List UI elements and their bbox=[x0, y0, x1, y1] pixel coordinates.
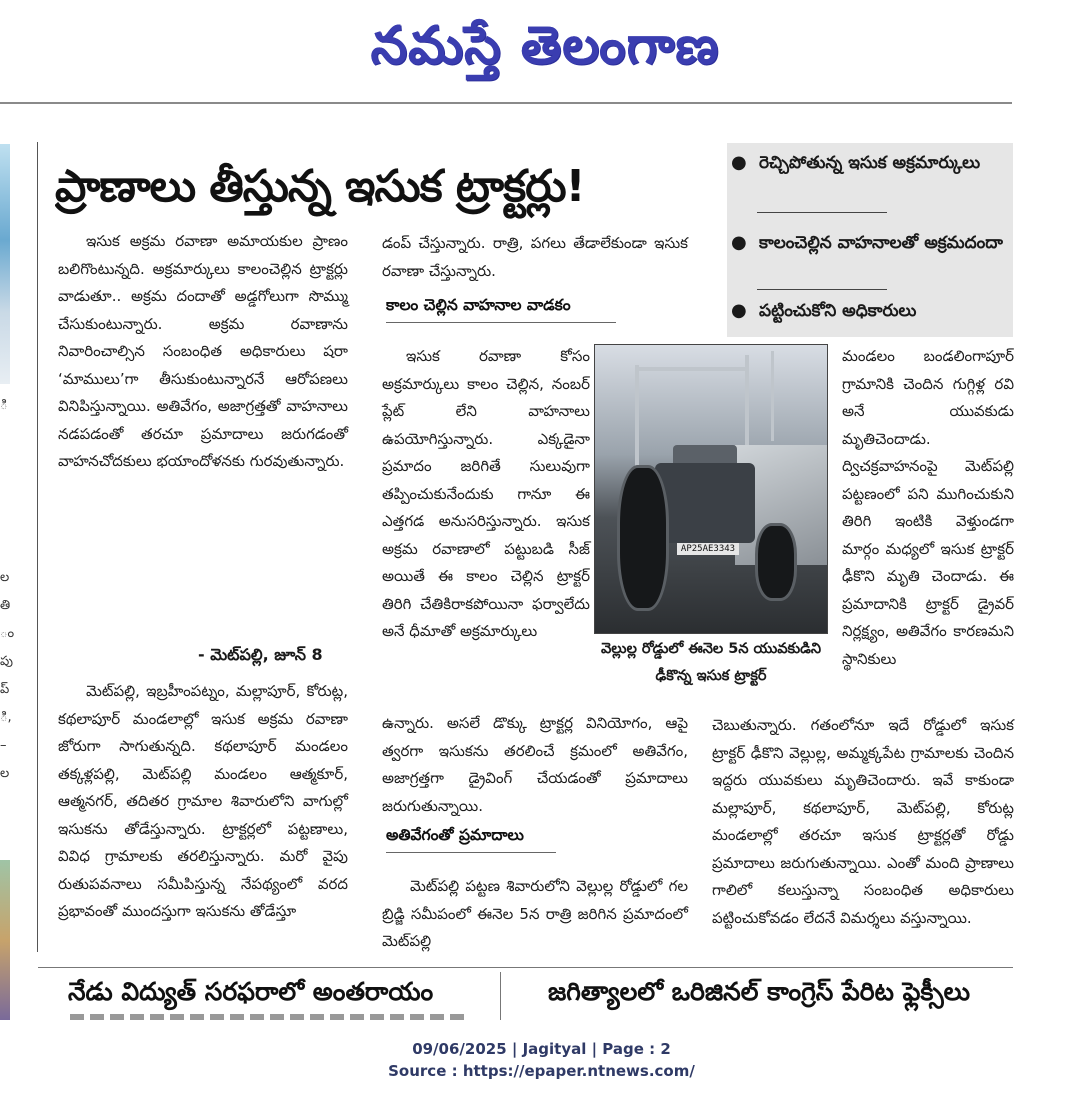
fragment: ప్ bbox=[0, 682, 10, 697]
top-rule bbox=[0, 102, 1012, 104]
newspaper-logo: నమస్తే తెలంగాణ bbox=[370, 16, 720, 76]
highlights-box bbox=[727, 143, 1013, 337]
fragment: పు bbox=[0, 654, 13, 669]
bullet-icon: ● bbox=[731, 232, 747, 253]
number-plate: AP25AE3343 bbox=[677, 543, 739, 555]
subhead-speeding-accidents bbox=[386, 826, 524, 848]
column-1 bbox=[58, 228, 348, 638]
tractor-wheel bbox=[617, 465, 669, 611]
article-headline: ప్రాణాలు తీస్తున్న ఇసుక ట్రాక్టర్లు! bbox=[55, 161, 585, 212]
fragment: – bbox=[0, 738, 7, 753]
subhead-text: అతివేగంతో ప్రమాదాలు bbox=[386, 826, 524, 844]
neighbour-photo-bottom bbox=[0, 860, 10, 1020]
bottom-divider bbox=[500, 972, 501, 1020]
subhead-text: కాలం చెల్లిన వాహనాల వాడకం bbox=[386, 296, 571, 314]
paragraph: ఉన్నారు. అసలే డొక్కు ట్రాక్టర్ల వినియోగం, ఆపై త్వరగా ఇసుకను తరలించే క్రమంలో అతివేగం, అజాగ్రత్తగా డ్రైవింగ్ చేయడంతో ప్రమాదాలు జరుగుతున్నాయి. bbox=[382, 714, 688, 815]
column-3-bottom bbox=[712, 712, 1014, 932]
fragment: ల bbox=[0, 766, 10, 781]
highlight-underline bbox=[757, 212, 887, 213]
highlight-underline bbox=[757, 289, 887, 290]
paragraph: ఇసుక అక్రమ రవాణా అమాయకుల ప్రాణం బలిగొంటున్నది. అక్రమార్కులు కాలంచెల్లిన ట్రాక్టర్లు వాడుతూ.. అక్రమ దందాతో అడ్డగోలుగా సొమ్ము చేసుకుంటున్నారు. అక్రమ రవాణాను నివారించాల్సిన సంబంధిత అధికారులు షరా ‘మాములు’గా తీసుకుంటున్నారనే ఆరోపణలు వినిపిస్తున్నాయి. అతివేగం, అజాగ్రత్తతో వాహనాలు నడపడంతో తరచూ ప్రమాదాలు జరుగడంతో వాహనచోదకులు భయాందోళనకు గురవుతున్నారు. bbox=[58, 232, 348, 470]
column-2-body-continued bbox=[382, 710, 688, 820]
tractor-wheel bbox=[755, 523, 797, 601]
footer-source: Source : https://epaper.ntnews.com/ bbox=[388, 1062, 695, 1080]
paragraph: మెట్‌పల్లి, ఇబ్రహీంపట్నం, మల్లాపూర్, కోరుట్ల, కథలాపూర్ మండలాల్లో ఇసుక అక్రమ రవాణా జోరుగా సాగుతున్నది. కథలాపూర్ మండలం తక్కళ్లపల్లి, మెట్‌పల్లి మండలం ఆత్మకూర్, ఆత్మనగర్, తదితర గ్రామాల శివారులోని వాగుల్లో ఇసుకను తోడేస్తున్నారు. ట్రాక్టర్లలో పట్టణాలు, వివిధ గ్రామాలకు తరలిస్తున్నారు. మరో వైపు రుతుపవనాలు సమీపిస్తున్న నేపథ్యంలో వరద ప్రభావంతో ముందస్తుగా ఇసుకను తోడేస్తూ bbox=[58, 682, 348, 920]
highlight-text: కాలంచెల్లిన వాహనాలతో అక్రమదందా bbox=[759, 233, 1003, 253]
footer-date-edition: 09/06/2025 | Jagityal | Page : 2 bbox=[412, 1040, 671, 1058]
column-2-top bbox=[382, 230, 688, 285]
bottom-headline-right: జగిత్యాలలో ఒరిజినల్ కాంగ్రెస్ పేరిట ఫ్లెక్సీలు bbox=[548, 977, 970, 1006]
tractor-photo bbox=[594, 344, 828, 634]
paragraph: మెట్‌పల్లి పట్టణ శివారులోని వెల్లుల్ల రోడ్డులో గల బ్రిడ్జి సమీపంలో ఈనెల 5న రాత్రి జరిగిన ప్రమాదంలో మెట్‌పల్లి bbox=[382, 877, 688, 950]
highlight-text: పట్టించుకోని అధికారులు bbox=[759, 301, 917, 321]
paragraph: ఇసుక రవాణా కోసం అక్రమార్కులు కాలం చెల్లిన, నంబర్ ప్లేట్ లేని వాహనాలు ఉపయోగిస్తున్నారు. ఎక్కడైనా ప్రమాదం జరిగితే సులువుగా తప్పించుకునేందుకు గానూ ఈ ఎత్తగడ అనుసరిస్తున్నారు. ఇసుక అక్రమ రవాణాలో పట్టుబడి సీజ్ అయితే ఈ కాలం చెల్లిన ట్రాక్టర్ తిరిగి చేతికిరాకపోయినా ఫర్వాలేదు అనే ధీమాతో అక్రమార్కులు bbox=[382, 347, 590, 640]
fragment: తి bbox=[0, 598, 11, 613]
highlight-text: రెచ్చిపోతున్న ఇసుక అక్రమార్కులు bbox=[759, 153, 981, 173]
column-1-continued bbox=[58, 678, 348, 926]
fragment: ి, bbox=[0, 710, 12, 725]
column-3-top bbox=[842, 343, 1014, 673]
paragraph: మండలం బండలింగాపూర్ గ్రామానికి చెందిన గుగ్గిళ్ల రవి అనే యువకుడు మృతిచెందాడు. ద్విచక్రవాహనంపై మెట్‌పల్లి పట్టణంలో పని ముగించుకుని తిరిగి ఇంటికి వెళ్తుండగా మార్గం మధ్యలో ఇసుక ట్రాక్టర్ ఢీకొని మృతి చెందాడు. ఈ ప్రమాదానికి ట్రాక్టర్ డ్రైవర్ నిర్లక్ష్యం, అతివేగం కారణమని స్థానికులు bbox=[842, 347, 1014, 668]
column-2-bottom bbox=[382, 873, 688, 956]
dateline: - మెట్‌పల్లి, జూన్ 8 bbox=[198, 645, 323, 664]
bottom-rule bbox=[38, 967, 1013, 968]
subhead-rule bbox=[386, 852, 556, 853]
photo-caption: వెల్లుల్ల రోడ్డులో ఈనెల 5న యువకుడిని ఢీకొన్న ఇసుక ట్రాక్టర్ bbox=[600, 641, 822, 684]
column-2-body bbox=[382, 343, 590, 646]
subhead-expired-vehicles bbox=[386, 296, 571, 318]
photo-pole bbox=[635, 367, 749, 371]
tractor-body bbox=[655, 463, 755, 543]
masthead bbox=[0, 0, 1083, 100]
left-strip bbox=[0, 140, 14, 1020]
fragment: ి bbox=[0, 398, 8, 413]
bottom-headline-left: నేడు విద్యుత్ సరఫరాలో అంతరాయం bbox=[68, 977, 434, 1006]
fragment: ం bbox=[0, 626, 15, 641]
bullet-icon: ● bbox=[731, 152, 747, 173]
photo-pole bbox=[771, 351, 774, 441]
bullet-icon: ● bbox=[731, 300, 747, 321]
page-footer bbox=[0, 1038, 1083, 1082]
column-rule bbox=[37, 142, 38, 952]
cut-off-text bbox=[70, 1014, 470, 1020]
fragment: ల bbox=[0, 570, 10, 585]
paragraph: డంప్ చేస్తున్నారు. రాత్రి, పగలు తేడాలేకుండా ఇసుక రవాణా చేస్తున్నారు. bbox=[382, 234, 688, 280]
neighbour-photo-top bbox=[0, 144, 10, 384]
paragraph: చెబుతున్నారు. గతంలోనూ ఇదే రోడ్డులో ఇసుక ట్రాక్టర్ ఢీకొని వెల్లుల్ల, అమ్మక్కపేట గ్రామాలకు చెందిన ఇద్దరు యువకులు మృతిచెందారు. ఇవే కాకుండా మల్లాపూర్, కథలాపూర్, మెట్‌పల్లి, కోరుట్ల మండలాల్లో తరచూ ఇసుక ట్రాక్టర్లతో రోడ్డు ప్రమాదాలు జరుగుతున్నాయి. ఎంతో మంది ప్రాణాలు గాలిలో కలుస్తున్నా సంబంధిత అధికారులు పట్టించుకోవడం లేదనే విమర్శలు వస్తున్నాయి. bbox=[712, 716, 1014, 927]
subhead-rule bbox=[386, 322, 616, 323]
